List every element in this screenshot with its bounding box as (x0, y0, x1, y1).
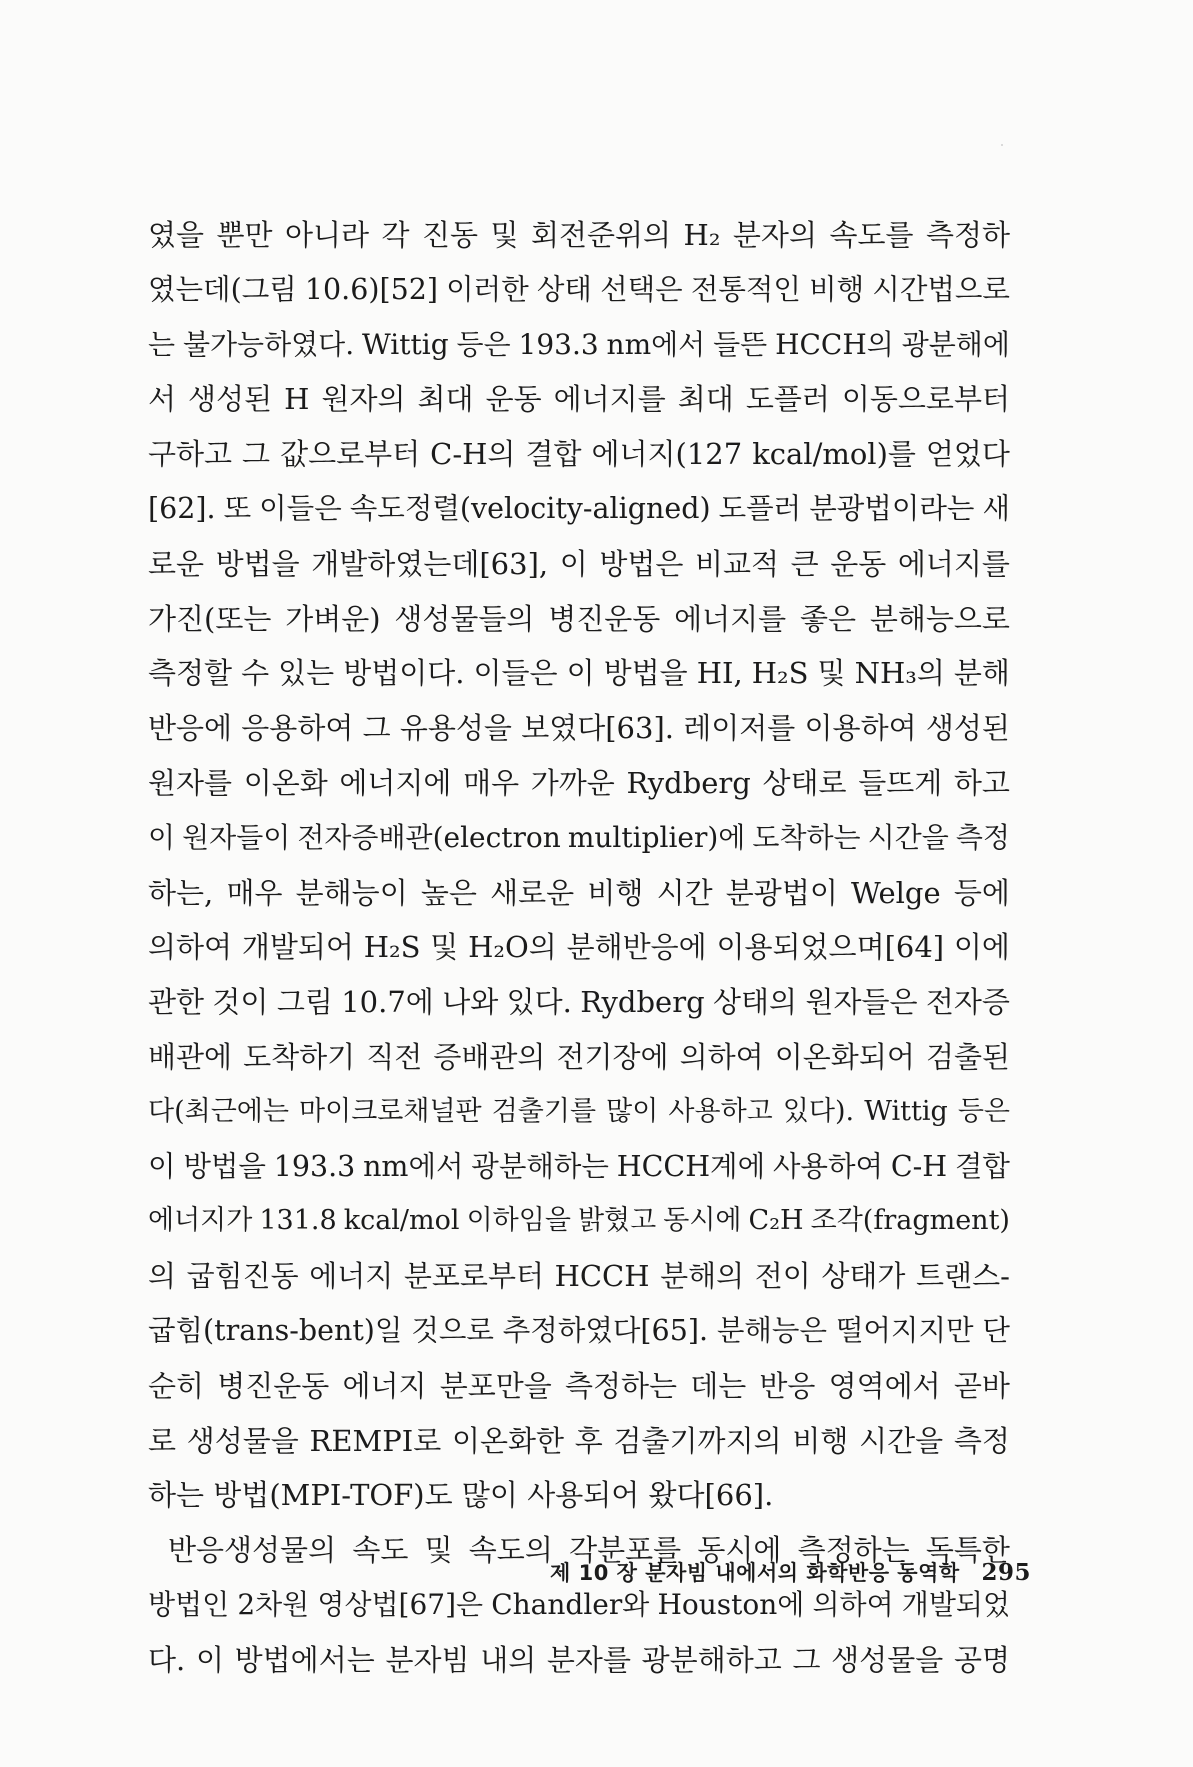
word: 다. (148, 1642, 186, 1677)
page-speck (1001, 144, 1003, 146)
text-line (148, 1414, 1010, 1469)
word: 전통적인 (690, 272, 801, 306)
word: 각 (381, 218, 410, 252)
word: 이 (566, 656, 595, 691)
word: HI, (696, 656, 743, 691)
word: 많이 (606, 1095, 659, 1127)
word: 측정하는 (564, 1368, 678, 1403)
word: 있다. (506, 985, 572, 1020)
word: C-H의 (430, 437, 516, 472)
body-text (148, 208, 1010, 1688)
word: 조각(fragment) (810, 1205, 1010, 1237)
word: Rydberg (626, 765, 751, 800)
word: 매우 (226, 875, 283, 910)
word: 로운 (148, 546, 205, 581)
word: 분해능은 (716, 1313, 827, 1347)
word: 수 (241, 656, 270, 691)
word: 새 (982, 491, 1010, 525)
word: 진동 (422, 218, 479, 252)
word: 시간 (656, 875, 713, 910)
word: 2차원 (237, 1587, 310, 1621)
page-number: 295 (981, 1559, 1031, 1586)
word: 그 (792, 1642, 821, 1677)
word: 분자빔 (385, 1642, 470, 1677)
word: HCCH의 (775, 327, 894, 361)
word: 각분포를 (569, 1533, 682, 1568)
word: 검출기를 (491, 1095, 597, 1127)
word: 가진(또는 (148, 601, 272, 636)
word: 193.3 (273, 1149, 356, 1183)
word: 구하고 (148, 437, 233, 472)
word: 생성물을 (186, 1423, 299, 1458)
word: 상태의 (713, 985, 798, 1020)
word: 동시에 (697, 1533, 782, 1568)
word: 로 (148, 1423, 177, 1458)
word: 방법은 (599, 546, 684, 581)
word: 가까운 (530, 765, 615, 800)
word: 방법을 (183, 1149, 266, 1183)
word: 원자의 (321, 382, 406, 417)
page-footer (550, 1557, 1031, 1587)
word: 에너지를 (674, 601, 787, 636)
word: 사용하여 (772, 1149, 884, 1183)
word: 분해능으로 (869, 601, 1010, 636)
word: 이 (148, 820, 176, 854)
word: 에너지를 (553, 382, 666, 417)
word: 독특한 (925, 1533, 1010, 1568)
word: 영상법[67]은 (317, 1587, 484, 1621)
word: 였는데(그림 (148, 272, 297, 306)
word: 증배관의 (433, 1039, 546, 1074)
word: NH₃의 (854, 656, 945, 691)
word: 193.3 (518, 327, 599, 361)
text-line (148, 1359, 1010, 1414)
word: 보였다[63]. (521, 711, 674, 746)
word: 다(최근에는 (148, 1095, 289, 1127)
text-line (148, 1633, 1010, 1688)
text-line (148, 263, 1010, 318)
word: 순히 (148, 1368, 205, 1403)
word: 곧바 (953, 1368, 1010, 1403)
word: 그 (362, 711, 391, 746)
word: kcal/mol)를 (752, 437, 916, 472)
word: 의하여 (148, 930, 233, 965)
word: 및 (430, 930, 459, 965)
word: 레이저를 (683, 711, 796, 746)
word: 방법이다. (343, 656, 465, 691)
word: 데는 (690, 1368, 747, 1403)
word: 선택은 (600, 272, 683, 306)
word: 의하여 (679, 1039, 764, 1074)
running-title: 제 10 장 분자빔 내에서의 화학반응 동역학 (550, 1561, 960, 1585)
word: Houston에 (657, 1587, 805, 1621)
word: 측정하는 (797, 1533, 910, 1568)
word: 그 (242, 437, 271, 472)
word: 측정할 (148, 656, 233, 691)
word: 후 (574, 1423, 603, 1458)
text-line (148, 646, 1010, 701)
word: 시간법으로 (872, 272, 1010, 306)
word: 비행 (792, 1423, 849, 1458)
word: 이온화되어 (774, 1039, 915, 1074)
word: 전기장에 (556, 1039, 669, 1074)
word: 새로운 (490, 875, 575, 910)
word: 분해 (953, 656, 1010, 691)
word: H₂O의 (468, 930, 557, 965)
text-line (148, 756, 1010, 811)
word: 등에 (953, 875, 1010, 910)
word: 검출기까지의 (613, 1423, 782, 1458)
word: 병진운동 (217, 1368, 330, 1403)
word: 분광법이라는 (809, 491, 975, 525)
text-line (148, 372, 1010, 427)
word: 도플러 (718, 491, 802, 525)
text-line (148, 811, 1010, 866)
word: 비행 (809, 272, 865, 306)
word: 10.6)[52] (304, 272, 439, 306)
word: 결합 (954, 1149, 1010, 1183)
word: 속도 (352, 1533, 409, 1568)
word: 방법을 (603, 656, 688, 691)
word: 10.7에 (341, 985, 434, 1020)
word: HCCH (554, 1259, 650, 1294)
word: 속도의 (468, 1533, 553, 1568)
word: 광분해하는 (471, 1149, 609, 1183)
text-line (148, 427, 1010, 482)
text-line (148, 1304, 1010, 1359)
word: Chandler와 (491, 1587, 650, 1621)
word: kcal/mol (343, 1205, 460, 1237)
word: 나와 (442, 985, 499, 1020)
word: HCCH계에 (616, 1149, 766, 1183)
word: 단 (982, 1313, 1010, 1347)
word: 이들은 (259, 491, 342, 525)
text-line (148, 1249, 1010, 1304)
word: 추정하였다[65]. (502, 1313, 708, 1347)
word: 반응 (759, 1368, 816, 1403)
word: 결합 (525, 437, 582, 472)
word: 시간을 (867, 820, 949, 854)
text-line (148, 1030, 1010, 1085)
word: nm에서 (363, 1149, 464, 1183)
word: 들뜬 (713, 327, 768, 361)
word: 굽힘진동 (186, 1259, 299, 1294)
word: 반응생성물의 (168, 1533, 337, 1568)
word: 서 (148, 382, 177, 417)
word: 왔다[66]. (648, 1478, 774, 1513)
text-line (148, 701, 1010, 756)
word: 광분해하고 (641, 1642, 782, 1677)
word: 의 (148, 1259, 177, 1294)
text-line (148, 482, 1010, 537)
word: 도착하기 (243, 1039, 356, 1074)
word: 좋은 (800, 601, 857, 636)
word: 분광법이 (725, 875, 838, 910)
word: 였을 (148, 218, 205, 252)
word: 검출된 (925, 1039, 1010, 1074)
word: 상태 (536, 272, 592, 306)
word: 이 (195, 1642, 224, 1677)
word: 전이 (754, 1259, 811, 1294)
word: 사용하고 (668, 1095, 773, 1127)
word: 및 (817, 656, 846, 691)
text-line (148, 1085, 1010, 1140)
word: REMPI로 (309, 1423, 442, 1458)
word: 등은 (957, 1095, 1010, 1127)
word: C-H (890, 1149, 948, 1183)
word: 원자들은 (805, 985, 918, 1020)
word: H₂S (363, 930, 421, 965)
word: 굽힘(trans-bent)일 (148, 1313, 403, 1347)
word: 배관에 (148, 1039, 233, 1074)
word: 매우 (463, 765, 520, 800)
word: 하고 (953, 765, 1010, 800)
word: H (284, 382, 310, 417)
word: 회전준위의 (530, 218, 672, 252)
word: 생성된 (188, 382, 273, 417)
word: 상태가 (821, 1259, 906, 1294)
word: 분자를 (546, 1642, 631, 1677)
word: 떨어지지만 (835, 1313, 974, 1347)
word: 개발되었 (901, 1587, 1010, 1621)
word: 측정 (955, 820, 1010, 854)
word: 반응에 (148, 711, 233, 746)
word: 에너지 (309, 1259, 394, 1294)
word: 분해의 (660, 1259, 745, 1294)
word: 트랜스- (916, 1259, 1010, 1294)
word: 도플러 (745, 382, 830, 417)
word: 이동으로부터 (841, 382, 1010, 417)
word: Wittig (362, 327, 449, 361)
word: 측정 (953, 1423, 1010, 1458)
word: 그림 (276, 985, 333, 1020)
word: 뿐만 (216, 218, 273, 252)
word: 의하여 (812, 1587, 894, 1621)
text-line (148, 318, 1010, 373)
word: 측정하 (925, 218, 1010, 252)
word: 영역에서 (828, 1368, 941, 1403)
text-line (148, 920, 1010, 975)
word: 이용하여 (804, 711, 917, 746)
word: Wittig (864, 1095, 948, 1127)
word: 에너지 (342, 1368, 427, 1403)
word: 이하임을 (466, 1205, 571, 1237)
word: 응용하여 (241, 711, 354, 746)
word: 상태로 (762, 765, 847, 800)
word: 분해반응에 (566, 930, 707, 965)
word: Rydberg (580, 985, 705, 1020)
word: 원자들이 (182, 820, 291, 854)
word: 사용되어 (527, 1478, 640, 1513)
text-line (148, 866, 1010, 921)
word: 및 (424, 1533, 453, 1568)
word: 마이크로채널판 (299, 1095, 482, 1127)
word: 등은 (456, 327, 511, 361)
word: 는 (148, 327, 176, 361)
word: 아니라 (285, 218, 370, 252)
word: H₂ (683, 218, 721, 252)
word: 들뜨게 (858, 765, 943, 800)
word: 것으로 (411, 1313, 494, 1347)
word: 전자증배관(electron (297, 820, 561, 854)
word: 공명 (953, 1642, 1010, 1677)
text-line (148, 975, 1010, 1030)
word: 도착하는 (752, 820, 861, 854)
word: 생성물들의 (394, 601, 535, 636)
word: 개발되어 (241, 930, 354, 965)
text-line (148, 1194, 1010, 1249)
word: nm에서 (606, 327, 706, 361)
word: 유용성을 (399, 711, 512, 746)
word: 동시에 (663, 1205, 742, 1237)
word: 및 (490, 218, 519, 252)
word: 이에 (953, 930, 1010, 965)
word: 분포만을 (439, 1368, 552, 1403)
word: 비교적 (694, 546, 779, 581)
word: 이 (559, 546, 588, 581)
word: 속도를 (829, 218, 914, 252)
word: 가벼운) (285, 601, 381, 636)
word: 이온화 (243, 765, 328, 800)
text-line (148, 1140, 1010, 1195)
text-line (148, 537, 1010, 592)
word: 운동 (485, 382, 542, 417)
word: 하는 (148, 1478, 205, 1513)
word: 운동 (830, 546, 887, 581)
word: 광분해에 (901, 327, 1010, 361)
word: 에너지를 (897, 546, 1010, 581)
word: 밝혔고 (577, 1205, 657, 1237)
word: 이들은 (473, 656, 558, 691)
word: H₂S (751, 656, 809, 691)
word: 하는, (148, 875, 214, 910)
word: 직전 (366, 1039, 423, 1074)
word: 방법을 (215, 546, 300, 581)
text-line (148, 1468, 1010, 1523)
word: 전자증 (925, 985, 1010, 1020)
word: 131.8 (259, 1205, 337, 1237)
word: 에너지가 (148, 1205, 253, 1237)
word: 이용되었으며[64] (716, 930, 945, 965)
text-line (148, 208, 1010, 263)
word: 에너지에 (339, 765, 452, 800)
word: multiplier)에 (567, 820, 746, 854)
word: 있는 (278, 656, 335, 691)
word: 최대 (417, 382, 474, 417)
word: 불가능하였다. (182, 327, 355, 361)
word: 방법에서는 (234, 1642, 375, 1677)
word: 것이 (212, 985, 269, 1020)
word: 최대 (677, 382, 734, 417)
word: 분해능이 (295, 875, 408, 910)
word: C₂H (748, 1205, 804, 1237)
word: 생성물을 (831, 1642, 944, 1677)
word: Welge (851, 875, 941, 910)
word: 분포로부터 (403, 1259, 544, 1294)
word: 이러한 (446, 272, 529, 306)
word: 내의 (480, 1642, 537, 1677)
word: 비행 (587, 875, 644, 910)
word: 값으로부터 (280, 437, 421, 472)
word: 높은 (420, 875, 477, 910)
word: 개발하였는데[63], (311, 546, 549, 581)
word: 얻었다 (925, 437, 1010, 472)
word: 시간을 (859, 1423, 944, 1458)
word: 관한 (148, 985, 205, 1020)
text-line (148, 592, 1010, 647)
word: 이온화한 (451, 1423, 565, 1458)
word: 또 (223, 491, 252, 525)
word: 생성된 (925, 711, 1010, 746)
word: 에너지(127 (591, 437, 743, 472)
word: 방법(MPI-TOF)도 (213, 1478, 453, 1513)
word: 병진운동 (548, 601, 661, 636)
word: 큰 (790, 546, 819, 581)
word: 이 (148, 1149, 176, 1183)
word: 방법인 (148, 1587, 230, 1621)
word: 분자의 (732, 218, 817, 252)
word: 많이 (461, 1478, 518, 1513)
word: 원자를 (148, 765, 233, 800)
word: [62]. (148, 491, 216, 525)
word: 속도정렬(velocity-aligned) (349, 491, 711, 525)
word: 있다). (782, 1095, 855, 1127)
